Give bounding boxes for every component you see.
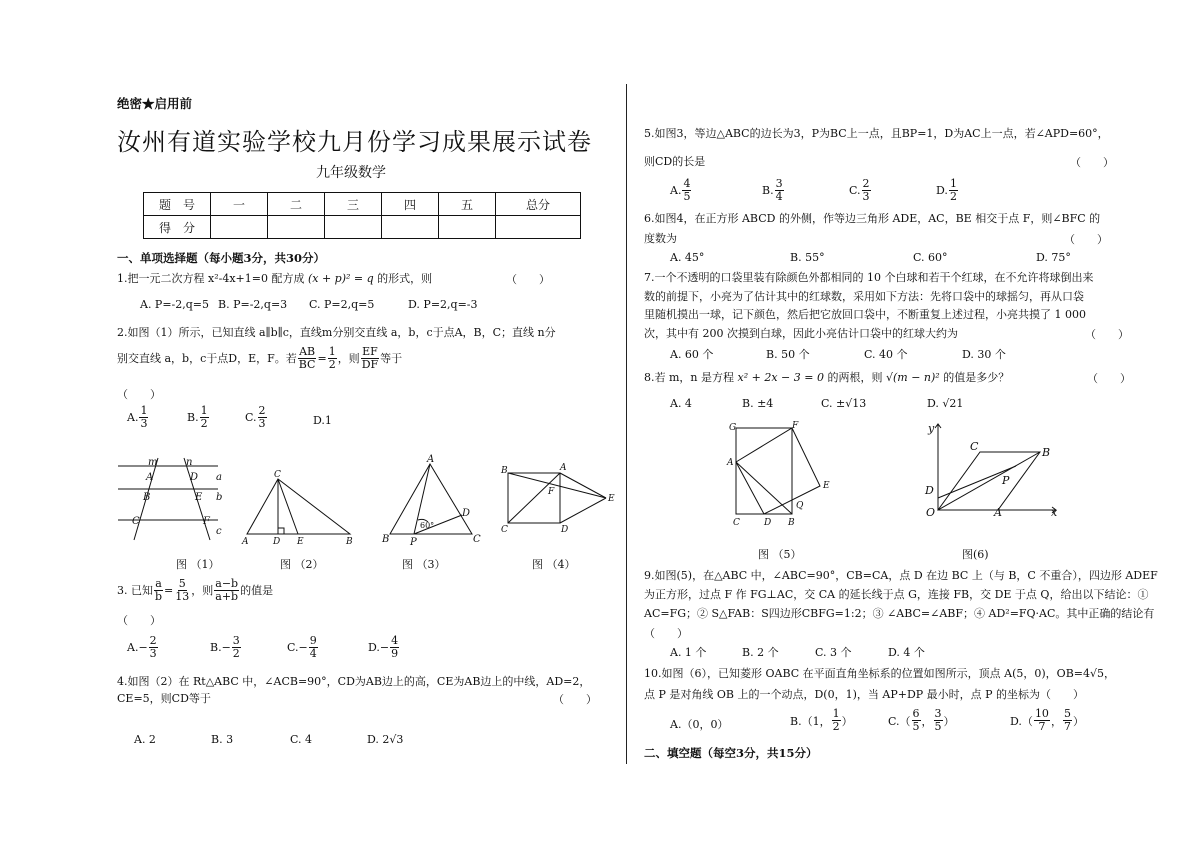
q2-opt-b-den: 2 (200, 417, 208, 430)
q10-option-c (888, 708, 955, 733)
q9-line-2: 为正方形，过点 F 作 FG⊥AC，交 CA 的延长线于点 G，连接 FB，交 DE 于点 Q，给出以下结论：① (644, 588, 1149, 601)
q3-opt-b-den: 2 (232, 647, 240, 660)
fig6-caption: 图(6) (962, 548, 989, 561)
fig5-label-A: A (727, 458, 734, 468)
figure-2 (247, 479, 350, 534)
q10-opt-b-pre: B.（1， (790, 714, 831, 728)
fig1-label-A: A (146, 472, 154, 483)
q3-option-b (210, 635, 242, 660)
q2-opt-b-num: 1 (200, 404, 208, 417)
q5-opt-c-num: 2 (862, 177, 870, 190)
fig1-label-c: c (216, 526, 222, 537)
fig5-label-C: C (733, 518, 740, 528)
q3-opt-c-num: 9 (309, 634, 317, 647)
fig3-label-P: P (410, 537, 417, 548)
fig5-line-AB (736, 462, 792, 514)
q5-option-c (849, 178, 872, 203)
q5-line-1: 5.如图3，等边△ABC的边长为3，P为BC上一点，且BP=1，D为AC上一点，若∠APD=60°， (644, 127, 1109, 140)
q2-frac1-num: AB (299, 345, 316, 358)
score-header-cell: 五 (439, 193, 496, 216)
figure-4 (508, 473, 606, 523)
q5-opt-d-num: 1 (949, 177, 957, 190)
q8-radical: √(m − n)² (885, 371, 940, 384)
q3-frac3-den: a+b (215, 590, 239, 603)
fig6-label-y: y (928, 422, 935, 435)
q2-option-b (187, 405, 210, 430)
q4-option-d: D. 2√3 (367, 733, 404, 746)
exam-title: 汝州有道实验学校九月份学习成果展示试卷 (117, 128, 592, 156)
q4-line-1: 4.如图（2）在 Rt△ABC 中，∠ACB=90°，CD为AB边上的高，CE为AB边上的中线，AD=2， (117, 675, 591, 688)
q4-option-c: C. 4 (290, 733, 313, 746)
q8-option-b: B. ±4 (742, 397, 774, 410)
q3-text: 3. 已知 (117, 583, 153, 597)
q10-option-b (790, 708, 853, 733)
q2-text-c: 等于 (380, 351, 403, 365)
fig5-label-G: G (729, 423, 737, 433)
q3-option-a (127, 635, 159, 660)
q3-text-c: 的值是 (240, 583, 274, 597)
q1-option-d: D. P=2,q=-3 (408, 298, 478, 311)
q5-opt-d-den: 2 (949, 190, 957, 203)
fig2-label-D: D (273, 537, 281, 547)
q10-opt-c1-den: 5 (912, 720, 920, 733)
section-2-heading: 二、填空题（每空3分，共15分） (644, 746, 818, 760)
q1-option-c: C. P=2,q=5 (309, 298, 375, 311)
q2-text: 别交直线 a，b，c于点D，E，F。若 (117, 351, 297, 365)
q10-opt-c-pre: C.（ (888, 714, 911, 728)
q2-frac3-num: EF (362, 345, 378, 358)
q7-answer-paren[interactable]: （ ） (1085, 328, 1129, 341)
fig4-label-A: A (560, 463, 567, 473)
fig3-label-C: C (473, 534, 481, 545)
q2-opt-c-den: 3 (258, 417, 266, 430)
q2-opt-b-label: B. (187, 411, 199, 424)
score-header-cell: 总分 (496, 193, 581, 216)
q2-opt-c-label: C. (245, 411, 257, 424)
q10-opt-c2-den: 5 (934, 720, 942, 733)
figure-5 (736, 428, 820, 514)
q5-option-a (670, 178, 692, 203)
figure-1 (118, 458, 218, 540)
q1-text-end: 的形式，则 (377, 272, 433, 285)
q3-frac2-num: 5 (178, 577, 186, 590)
q3-opt-d-label: D.− (368, 641, 390, 654)
fig1-label-a: a (216, 472, 222, 483)
q8-option-d: D. √21 (927, 397, 964, 410)
q8-text: 8.若 m，n 是方程 (644, 371, 735, 384)
q2-text-b: ，则 (337, 351, 360, 365)
figures-left (112, 452, 622, 577)
fig1-label-m: m (148, 457, 158, 468)
q2-line-1: 2.如图（1）所示，已知直线 a∥b∥c，直线m分别交直线 a，b，c于点A，B，C；直线 n分 (117, 326, 556, 339)
q3-opt-a-den: 3 (149, 647, 157, 660)
fig3-label-D: D (462, 508, 471, 519)
fig5-label-F: F (792, 421, 799, 431)
fig3-label-angle: 60° (420, 521, 435, 530)
q2-option-a (127, 405, 149, 430)
fig1-label-b: b (216, 492, 223, 503)
q10-opt-d1-num: 10 (1034, 707, 1049, 720)
fig5-label-Q: Q (796, 501, 804, 511)
q3-opt-b-num: 3 (232, 634, 240, 647)
q6-line-1: 6.如图4，在正方形 ABCD 的外侧，作等边三角形 ADE，AC，BE 相交于点 F，则∠BFC 的 (644, 212, 1101, 225)
fig6-label-P: P (1002, 474, 1010, 487)
fig5-label-D: D (764, 518, 772, 528)
fig3-label-B: B (382, 534, 390, 545)
fig2-label-A: A (242, 537, 249, 547)
q2-opt-c-num: 2 (258, 404, 266, 417)
fig5-label-E: E (823, 481, 830, 491)
q10-opt-d-post: ） (1072, 714, 1084, 728)
fig6-label-D: D (925, 484, 934, 497)
fig6-label-O: O (926, 506, 936, 519)
fig4-diagonal-AC (508, 473, 560, 523)
fig3-caption: 图 （3） (402, 558, 446, 571)
fig1-label-E: E (195, 492, 203, 503)
fig4-label-D: D (561, 525, 569, 535)
q5-opt-a-num: 4 (683, 177, 691, 190)
score-table (143, 192, 581, 239)
q5-option-b (762, 178, 785, 203)
q7-line-2: 数的前提下，小亮为了估计其中的红球数，采用如下方法：先将口袋中的球摇匀，再从口袋 (644, 290, 1084, 303)
figures-right (720, 418, 1070, 566)
q8-equation: x² + 2x − 3 = 0 (737, 371, 824, 384)
fig4-label-E: E (608, 494, 615, 504)
q8-text-b: 的两根，则 (827, 371, 883, 384)
score-cell[interactable] (325, 216, 382, 239)
q7-option-c: C. 40 个 (864, 348, 908, 361)
fig4-label-C: C (501, 525, 508, 535)
q10-opt-c-post: ） (943, 714, 955, 728)
fig2-caption: 图 （2） (280, 558, 324, 571)
fig5-label-B: B (788, 518, 795, 528)
q1-formula: (x + p)² = q (307, 272, 374, 285)
q10-opt-b-num: 1 (832, 707, 840, 720)
q9-option-b: B. 2 个 (742, 646, 779, 659)
q7-line-3: 里随机摸出一球，记下颜色，然后把它放回口袋中，不断重复上述过程，小亮共摸了 1 000 (644, 308, 1086, 321)
exam-subtitle: 九年级数学 (316, 165, 386, 181)
q10-opt-b-den: 2 (832, 720, 840, 733)
q10-opt-c1-num: 6 (912, 707, 920, 720)
q3-opt-c-den: 4 (309, 647, 317, 660)
q3-option-d (368, 635, 400, 660)
score-header-cell: 二 (268, 193, 325, 216)
fig1-label-F: F (203, 516, 210, 527)
q3-opt-b-label: B.− (210, 641, 231, 654)
q9-answer-paren[interactable]: （ ） (644, 627, 688, 640)
fig2-triangle (247, 479, 350, 534)
q2-opt-a-label: A. (127, 411, 139, 424)
q1-option-b: B. P=-2,q=3 (218, 298, 288, 311)
q10-opt-b-post: ） (841, 714, 853, 728)
q7-option-b: B. 50 个 (766, 348, 810, 361)
q10-opt-d-pre: D.（ (1010, 714, 1033, 728)
q3-frac1-num: a (155, 577, 162, 590)
q5-opt-c-den: 3 (862, 190, 870, 203)
fig4-label-F: F (548, 487, 555, 497)
q8-text-c: 的值是多少？ (943, 371, 1010, 384)
q6-answer-paren[interactable]: （ ） (1064, 233, 1108, 246)
q6-line-2: 度数为 (644, 232, 677, 245)
q4-line-2: CE=5，则CD等于 (117, 692, 211, 705)
figure-6 (935, 424, 1056, 513)
q2-frac3-den: DF (361, 358, 379, 371)
q5-opt-a-den: 5 (683, 190, 691, 203)
fig6-label-A: A (994, 506, 1002, 519)
fig2-right-angle (278, 528, 284, 534)
fig4-line-AE (560, 473, 606, 498)
q5-opt-b-den: 4 (775, 190, 783, 203)
q5-opt-b-num: 3 (775, 177, 783, 190)
question-1 (117, 271, 432, 287)
q2-answer-paren[interactable]: （ ） (117, 388, 161, 401)
section-1-heading: 一、单项选择题（每小题3分，共30分） (117, 251, 326, 265)
q3-eq: = (164, 583, 174, 597)
q3-opt-c-label: C.− (287, 641, 308, 654)
q9-line-3: AC=FG；② S△FAB：S四边形CBFG=1:2；③ ∠ABC=∠ABF；④ AD²=FQ·AC。其中正确的结论有 (644, 607, 1155, 620)
fig2-label-B: B (346, 537, 353, 547)
q10-opt-c2-num: 3 (934, 707, 942, 720)
fig3-label-A: A (427, 454, 435, 465)
fig1-caption: 图 （1） (176, 558, 220, 571)
score-header-cell: 三 (325, 193, 382, 216)
q6-option-b: B. 55° (790, 251, 825, 264)
q6-option-a: A. 45° (670, 251, 705, 264)
fig1-label-C: C (132, 516, 140, 527)
q10-opt-d-mid: ， (1050, 714, 1062, 728)
q5-line-2: 则CD的长是 (644, 155, 706, 168)
fig4-caption: 图 （4） (532, 558, 576, 571)
q10-opt-d2-num: 5 (1063, 707, 1071, 720)
q4-option-b: B. 3 (211, 733, 234, 746)
q10-line-1: 10.如图（6），已知菱形 OABC 在平面直角坐标系的位置如图所示，顶点 A(5，0)，OB=4√5， (644, 667, 1115, 680)
q5-answer-paren[interactable]: （ ） (1070, 156, 1114, 169)
score-header-cell: 题 号 (144, 193, 211, 216)
q2-frac2-num: 1 (328, 345, 336, 358)
score-cell[interactable] (439, 216, 496, 239)
q3-opt-a-num: 2 (149, 634, 157, 647)
q10-line-2: 点 P 是对角线 OB 上的一个动点，D(0，1)，当 AP+DP 最小时，点 P 的坐标为（ ） (644, 688, 1085, 701)
q9-option-c: C. 3 个 (815, 646, 852, 659)
q3-opt-a-label: A.− (127, 641, 148, 654)
q8-option-c: C. ±√13 (821, 397, 867, 410)
fig6-label-C: C (970, 440, 979, 453)
q7-option-a: A. 60 个 (670, 348, 714, 361)
q2-eq: = (317, 351, 327, 365)
column-divider (626, 84, 627, 764)
q9-option-a: A. 1 个 (670, 646, 707, 659)
q2-opt-a-den: 3 (140, 417, 148, 430)
q4-option-a: A. 2 (134, 733, 156, 746)
q3-option-c (287, 635, 319, 660)
q3-answer-paren[interactable]: （ ） (117, 614, 161, 627)
q10-option-d (1010, 708, 1084, 733)
q10-opt-d1-den: 7 (1038, 720, 1046, 733)
q3-text-b: ，则 (191, 583, 214, 597)
score-row-label: 得 分 (144, 216, 211, 239)
fig6-label-x: x (1051, 506, 1058, 519)
q9-line-1: 9.如图(5)，在△ABC 中，∠ABC=90°，CB=CA，点 D 在边 BC 上（与 B，C 不重合），四边形 ADEF (644, 569, 1158, 582)
q3-frac2-den: 13 (175, 590, 190, 603)
fig4-line-DE (560, 498, 606, 523)
fig2-label-C: C (274, 470, 281, 480)
fig5-caption: 图 （5） (758, 548, 802, 561)
fig2-label-E: E (297, 537, 304, 547)
q3-opt-d-den: 9 (391, 647, 399, 660)
q5-opt-d-label: D. (936, 184, 948, 197)
q3-frac1-den: b (155, 590, 163, 603)
score-cell[interactable] (496, 216, 581, 239)
q7-line-4: 次，其中有 200 次摸到白球，因此小亮估计口袋中的红球大约为 (644, 327, 958, 340)
q2-option-d: D.1 (313, 414, 332, 427)
q7-line-1: 7.一个不透明的口袋里装有除颜色外都相同的 10 个白球和若干个红球，在不允许将球倒出来 (644, 271, 1094, 284)
q3-opt-d-num: 4 (391, 634, 399, 647)
q8-option-a: A. 4 (670, 397, 692, 410)
q2-frac1-den: BC (298, 358, 316, 371)
q9-option-d: D. 4 个 (888, 646, 925, 659)
q10-opt-c-mid: ， (921, 714, 933, 728)
fig6-diagonal-OB (938, 452, 1040, 510)
q6-option-d: D. 75° (1036, 251, 1071, 264)
fig6-label-B: B (1042, 446, 1051, 459)
score-cell[interactable] (211, 216, 268, 239)
question-3 (117, 578, 273, 603)
score-cell[interactable] (382, 216, 439, 239)
confidential-mark: 绝密★启用前 (117, 96, 193, 111)
q5-opt-a-label: A. (670, 184, 682, 197)
q10-opt-d2-den: 7 (1063, 720, 1071, 733)
score-cell[interactable] (268, 216, 325, 239)
score-header-cell: 四 (382, 193, 439, 216)
q6-option-c: C. 60° (913, 251, 948, 264)
q2-line-2 (117, 346, 402, 371)
q2-frac2-den: 2 (328, 358, 336, 371)
q4-answer-paren[interactable]: （ ） (553, 693, 597, 706)
q5-option-d (936, 178, 959, 203)
q2-opt-a-num: 1 (140, 404, 148, 417)
fig1-label-B: B (143, 492, 151, 503)
q1-answer-paren[interactable]: （ ） (506, 273, 550, 286)
fig1-label-D: D (190, 472, 199, 483)
fig5-rect-GC (736, 428, 792, 514)
q1-text: 1.把一元二次方程 x²-4x+1=0 配方成 (117, 272, 305, 285)
q10-option-a: A.（0，0） (670, 718, 729, 731)
score-header-cell: 一 (211, 193, 268, 216)
q7-option-d: D. 30 个 (962, 348, 1006, 361)
q3-frac3-num: a−b (215, 577, 239, 590)
q1-option-a: A. P=-2,q=5 (140, 298, 210, 311)
fig4-label-B: B (501, 466, 508, 476)
q2-option-c (245, 405, 268, 430)
fig1-label-n: n (186, 457, 193, 468)
q8-answer-paren[interactable]: （ ） (1087, 372, 1131, 385)
q5-opt-c-label: C. (849, 184, 861, 197)
question-8 (644, 370, 1009, 386)
q5-opt-b-label: B. (762, 184, 774, 197)
fig4-line-BE (508, 473, 606, 498)
